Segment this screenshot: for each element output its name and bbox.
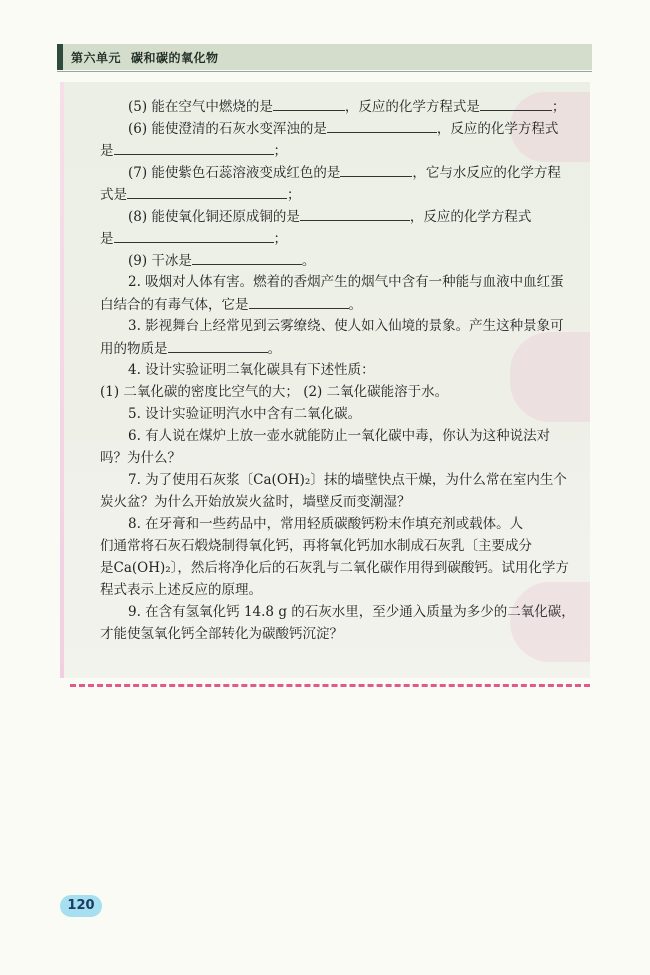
text-segment: ； [273,143,287,159]
text-line [100,293,570,315]
text-segment: 是 [100,143,114,159]
text-line [100,513,570,535]
text-line [100,469,570,491]
text-segment: 5. 设计实验证明汽水中含有二氧化碳。 [128,406,362,422]
text-segment: 是Ca(OH)₂〕，然后将净化后的石灰乳与二氧化碳作用得到碳酸钙。试用化学方 [100,560,569,576]
chapter-title [71,49,219,66]
text-segment: 。 [267,341,281,357]
text-line [100,205,570,227]
text-line [100,95,570,117]
answer-blank [300,205,410,221]
text-segment: 式是 [100,187,127,203]
text-segment: 9. 在含有氢氧化钙 14.8 g 的石灰水里，至少通入质量为多少的二氧化碳， [128,604,575,620]
text-segment: 程式表示上述反应的原理。 [100,582,262,598]
answer-blank [168,337,268,353]
text-segment: 吗？为什么？ [100,450,181,466]
panel-edge [60,82,64,678]
text-segment: ，反应的化学方程式 [409,209,532,225]
text-segment: (5) 能在空气中燃烧的是 [128,99,273,115]
text-segment: ，反应的化学方程式是 [344,99,480,115]
text-line [100,557,570,579]
text-segment: 才能使氢氧化钙全部转化为碳酸钙沉淀？ [100,626,343,642]
text-segment: (7) 能使紫色石蕊溶液变成红色的是 [128,165,341,181]
text-segment: (6) 能使澄清的石灰水变浑浊的是 [128,121,327,137]
text-segment: (1) 二氧化碳的密度比空气的大； (2) 二氧化碳能溶于水。 [100,384,449,400]
exercise-content [100,95,575,645]
text-segment: ； [551,99,566,115]
text-line [100,227,570,249]
text-segment: ； [287,187,301,203]
text-line [100,117,570,139]
text-segment: 是 [100,231,114,247]
dashed-divider [70,684,590,687]
answer-blank [114,139,274,155]
text-line [100,623,570,645]
text-segment: 用的物质是 [100,341,168,357]
answer-blank [192,249,302,265]
text-segment: 4. 设计实验证明二氧化碳具有下述性质： [128,362,375,378]
header-divider [57,71,592,72]
text-line [100,359,570,381]
text-segment: 们通常将石灰石煅烧制得氧化钙，再将氧化钙加水制成石灰乳〔主要成分 [100,538,532,554]
text-segment: 7. 为了使用石灰浆〔Ca(OH)₂〕抹的墙壁快点干燥，为什么常在室内生个 [128,472,567,488]
text-line [100,271,570,293]
answer-blank [249,293,349,309]
text-segment: 3. 影视舞台上经常见到云雾缭绕、使人如入仙境的景象。产生这种景象可 [128,318,564,334]
text-line [100,139,570,161]
text-segment: 2. 吸烟对人体有害。燃着的香烟产生的烟气中含有一种能与血液中血红蛋 [128,274,564,290]
answer-blank [273,95,345,111]
answer-blank [127,183,287,199]
answer-blank [480,95,552,111]
page-number: 120 [60,895,102,917]
unit-label: 第六单元 [71,51,122,65]
text-line [100,425,570,447]
text-line [100,315,570,337]
text-line [100,161,570,183]
text-segment: 炭火盆？为什么开始放炭火盆时，墙壁反而变潮湿？ [100,494,411,510]
text-segment: 。 [301,253,316,269]
text-segment: ； [273,231,287,247]
text-line [100,403,570,425]
text-segment: (9) 干冰是 [128,253,192,269]
unit-title: 碳和碳的氧化物 [131,51,219,65]
text-line [100,249,570,271]
answer-blank [327,117,437,133]
text-segment: 白结合的有毒气体，它是 [100,297,249,313]
text-line [100,183,570,205]
chapter-header [57,44,592,70]
text-segment: 。 [348,297,362,313]
text-segment: 6. 有人说在煤炉上放一壶水就能防止一氧化碳中毒，你认为这种说法对 [128,428,551,444]
text-line [100,491,570,513]
text-segment: (8) 能使氧化铜还原成铜的是 [128,209,300,225]
text-line [100,381,570,403]
text-line [100,579,570,601]
text-segment: 8. 在牙膏和一些药品中，常用轻质碳酸钙粉末作填充剂或载体。人 [128,516,524,532]
text-segment: ，它与水反应的化学方程 [412,165,561,181]
text-line [100,447,570,469]
text-line [100,535,570,557]
text-line [100,601,575,623]
answer-blank [340,161,412,177]
text-segment: ，反应的化学方程式 [436,121,559,137]
text-line [100,337,570,359]
answer-blank [114,227,274,243]
